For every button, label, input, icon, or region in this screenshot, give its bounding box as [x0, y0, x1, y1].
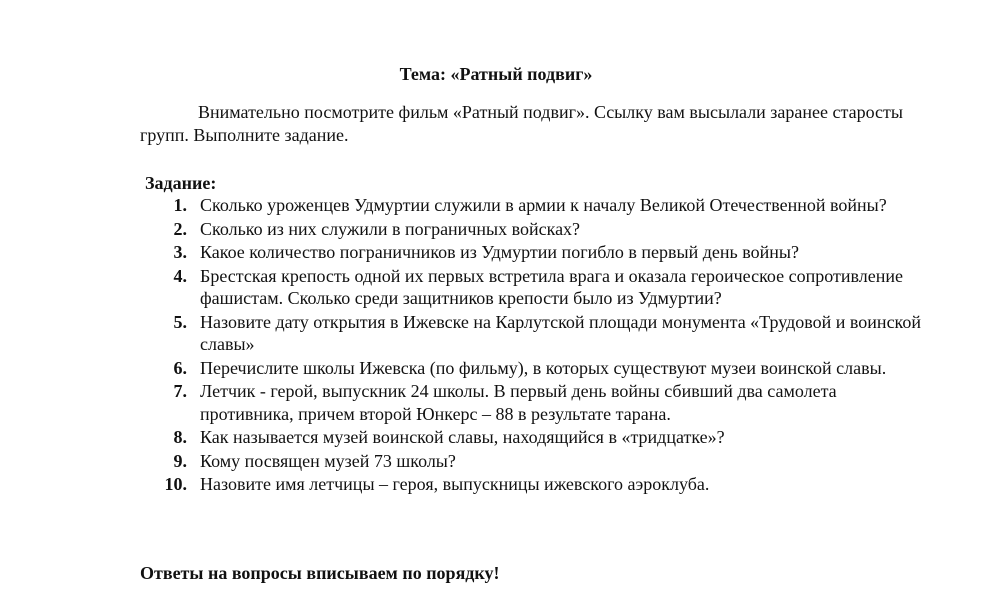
task-number: 2. — [173, 218, 187, 239]
task-item — [0, 311, 930, 356]
task-item — [0, 450, 930, 473]
task-number: 8. — [173, 427, 187, 447]
task-text: Сколько из них служили в пограничных войсках? — [200, 218, 581, 239]
task-number: 5. — [173, 311, 187, 332]
task-number: 6. — [173, 357, 187, 378]
task-item — [0, 241, 930, 264]
document-title: Тема: «Ратный подвиг» — [399, 64, 593, 84]
task-text: Как называется музей воинской славы, находящийся в «тридцатке»? — [200, 427, 725, 447]
task-number: 10. — [164, 474, 187, 494]
task-list — [0, 194, 992, 497]
task-item — [0, 357, 930, 380]
task-item — [0, 426, 930, 449]
footer-instruction: Ответы на вопросы вписываем по порядку! — [140, 563, 500, 583]
task-text: Сколько уроженцев Удмуртии служили в армии к началу Великой Отечественной войны? — [200, 195, 887, 215]
task-number: 9. — [173, 450, 187, 471]
task-text: Кому посвящен музей 73 школы? — [200, 450, 456, 471]
task-number: 1. — [173, 195, 187, 215]
task-item — [0, 380, 930, 425]
task-item — [0, 473, 930, 496]
task-text: Летчик - герой, выпускник 24 школы. В первый день войны сбивший два самолета противника, причем второй Юнкерс – 88 в результате тарана. — [200, 381, 837, 424]
task-text: Какое количество пограничников из Удмуртии погибло в первый день войны? — [200, 242, 799, 262]
task-heading: Задание: — [145, 173, 217, 193]
task-item — [0, 265, 930, 310]
task-text: Брестская крепость одной их первых встретила врага и оказала героическое сопротивление фашистам. Сколько среди защитников крепости было из Удмуртии? — [200, 265, 903, 308]
task-number: 4. — [173, 265, 187, 286]
task-text: Назовите дату открытия в Ижевске на Карлутской площади монумента «Трудовой и воинской славы» — [200, 311, 922, 354]
task-item — [0, 194, 930, 217]
intro-paragraph: Внимательно посмотрите фильм «Ратный подвиг». Ссылку вам высылали заранее старосты групп. Выполните задание. — [140, 102, 903, 145]
task-text: Назовите имя летчицы – героя, выпускницы ижевского аэроклуба. — [200, 474, 710, 494]
task-number: 3. — [173, 242, 187, 262]
task-text: Перечислите школы Ижевска (по фильму), в которых существуют музеи воинской славы. — [200, 357, 887, 378]
task-item — [0, 218, 930, 241]
task-number: 7. — [173, 381, 187, 401]
